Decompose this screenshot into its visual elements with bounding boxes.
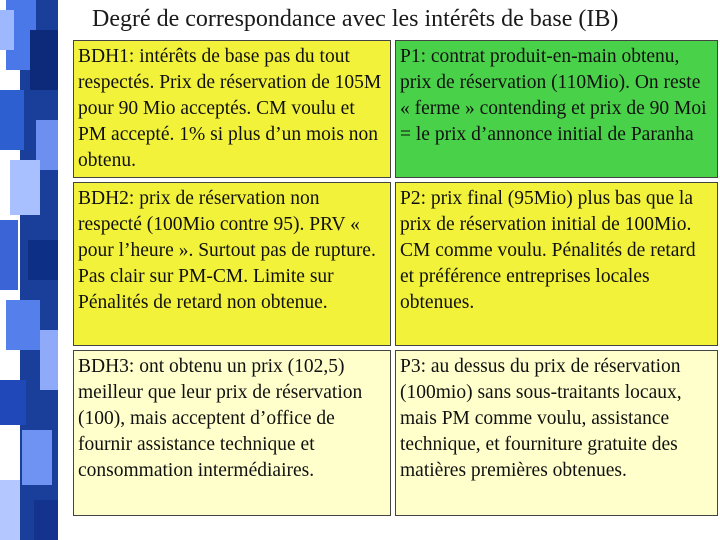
cell-bdh3: BDH3: ont obtenu un prix (102,5) meilleur que leur prix de réservation (100), mais acceptent d’office de fournir assistance technique et consommation intermédiaires. xyxy=(73,350,391,516)
cell-p2: P2: prix final (95Mio) plus bas que la prix de réservation initial de 100Mio. CM comme voulu. Pénalités de retard et préférence entreprises locales obtenues. xyxy=(395,182,718,346)
cell-p1: P1: contrat produit-en-main obtenu, prix de réservation (110Mio). On reste « ferme » contending et prix de 90 Moi = le prix d’annonce initial de Paranha xyxy=(395,40,718,178)
cell-bdh2: BDH2: prix de réservation non respecté (100Mio contre 95). PRV « pour l’heure ». Surtout pas de rupture. Pas clair sur PM-CM. Limite sur Pénalités de retard non obtenue. xyxy=(73,182,391,346)
slide-title: Degré de correspondance avec les intérêts de base (IB) xyxy=(92,6,619,32)
comparison-table xyxy=(73,40,718,514)
decorative-stripe xyxy=(0,0,58,540)
cell-bdh1: BDH1: intérêts de base pas du tout respectés. Prix de réservation de 105M pour 90 Mio acceptés. CM voulu et PM accepté. 1% si plus d’un mois non obtenu. xyxy=(73,40,391,178)
cell-p3: P3: au dessus du prix de réservation (100mio) sans sous-traitants locaux, mais PM comme voulu, assistance technique, et fourniture gratuite des matières premières obtenues. xyxy=(395,350,718,516)
